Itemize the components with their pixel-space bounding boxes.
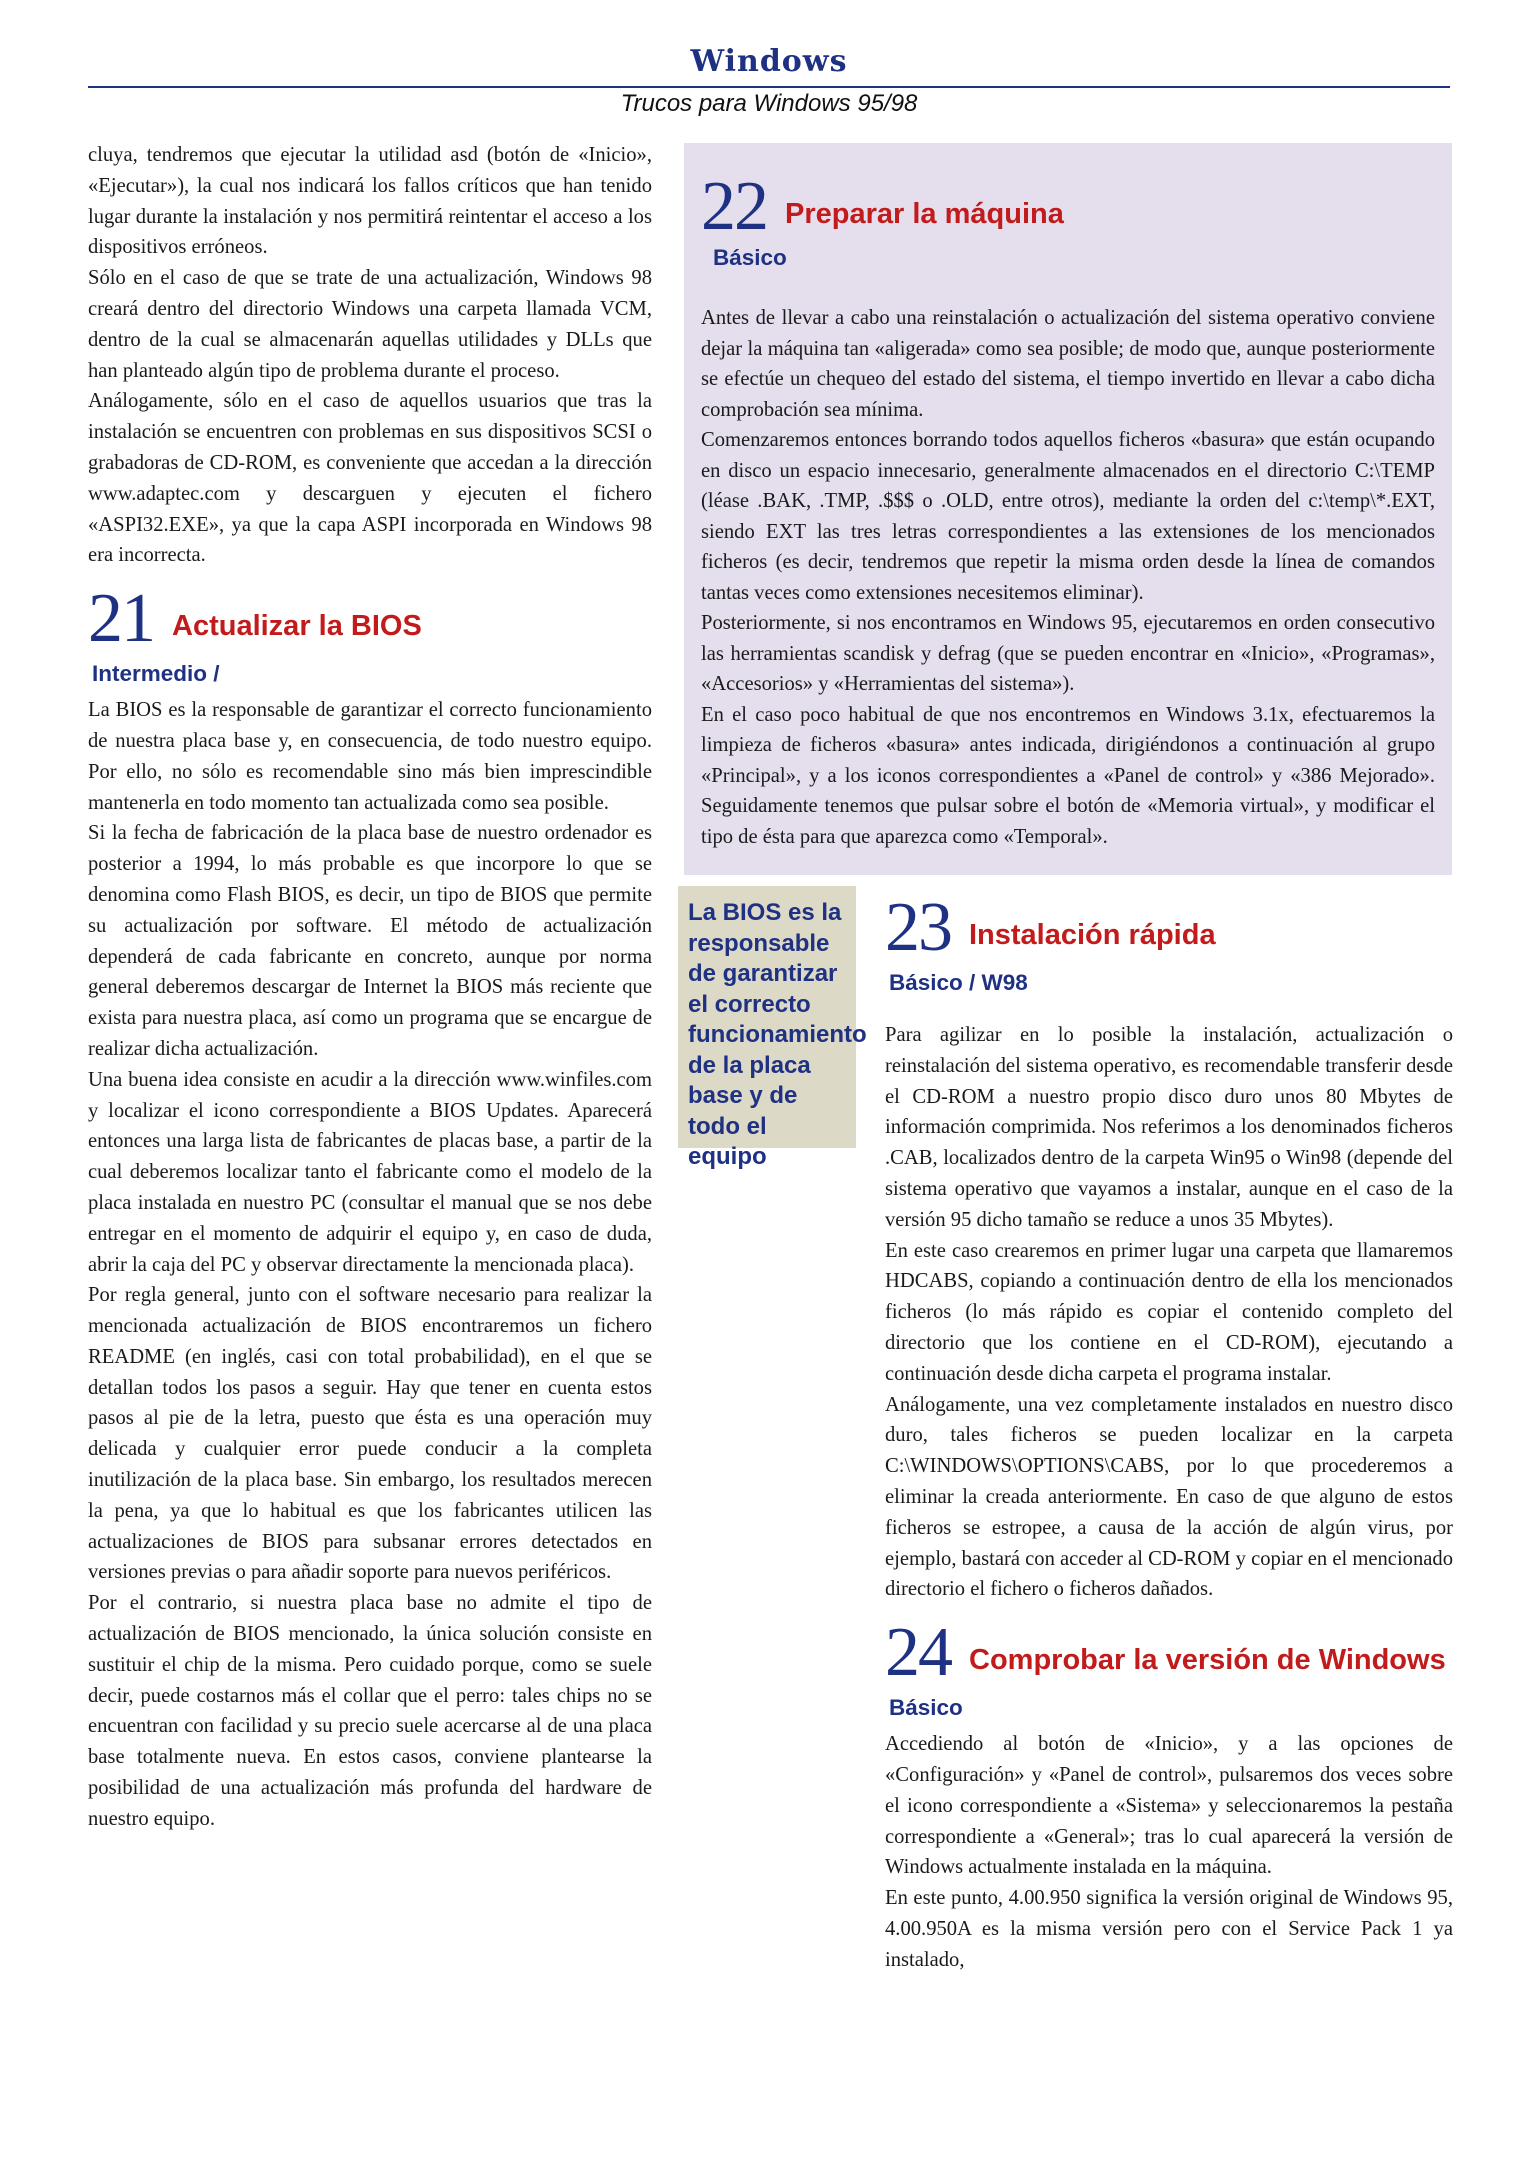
- tip-title: Actualizar la BIOS: [172, 610, 422, 643]
- body-paragraph: Posteriormente, si nos encontramos en Windows 95, ejecutaremos en orden consecutivo las herramientas scandisk y defrag (que se pueden encontrar en «Inicio», «Programas», «Accesorios» y «Herramientas del sistema»).: [701, 612, 1435, 695]
- body-paragraph: La BIOS es la responsable de garantizar el correcto funcionamiento de nuestra placa base y, en consecuencia, de todo nuestro equipo. Por ello, no sólo es recomendable sino más bien imprescindible mantenerla en todo momento tan actualizada como sea posible.: [88, 699, 652, 814]
- section-subtitle: Trucos para Windows 95/98: [620, 90, 918, 117]
- body-paragraph: En el caso poco habitual de que nos encontremos en Windows 3.1x, efectuaremos la limpieza de ficheros «basura» antes indicada, dirigiéndonos a continuación al grupo «Principal», y a los iconos correspondientes a «Panel de control» y «386 Mejorado». Seguidamente tenemos que pulsar sobre el botón de «Memoria virtual», y modificar el tipo de ésta para que aparezca como «Temporal».: [701, 703, 1435, 848]
- tip-title: Comprobar la versión de Windows: [969, 1644, 1446, 1677]
- tip-level: Básico / W98: [889, 970, 1028, 995]
- body-paragraph: Antes de llevar a cabo una reinstalación o actualización del sistema operativo conviene dejar la máquina tan «aligerada» como sea posible; de modo que, aunque posteriormente se efectúe un chequeo del estado del sistema, el tiempo invertido en llevar a cabo dicha comprobación sea mínima.: [701, 307, 1435, 421]
- tip-number: 22: [701, 168, 767, 245]
- body-paragraph: Análogamente, sólo en el caso de aquellos usuarios que tras la instalación se encuentren con problemas en sus dispositivos SCSI o grabadoras de CD-ROM, es conveniente que accedan a la dirección www.adaptec.com y descarguen y ejecuten el fichero «ASPI32.EXE», ya que la capa ASPI incorporada en Windows 98 era incorrecta.: [88, 390, 652, 567]
- tip-title: Preparar la máquina: [785, 198, 1064, 230]
- tip-number: 24: [885, 1614, 951, 1692]
- tip-number: 21: [88, 580, 154, 658]
- tip-level: Intermedio /: [92, 661, 220, 687]
- tip-heading: [885, 1605, 1453, 1692]
- tip-heading: [88, 571, 652, 658]
- tip-box: [684, 143, 1452, 875]
- left-column: [88, 140, 652, 1835]
- body-paragraph: Para agilizar en lo posible la instalación, actualización o reinstalación del sistema operativo, es recomendable transferir desde el CD-ROM a nuestro propio disco duro unos 80 Mbytes de información comprimida. Nos referimos a los denominados ficheros .CAB, localizados dentro de la carpeta Win95 o Win98 (depende del sistema operativo que vayamos a instalar, aunque en el caso de la versión 95 dicho tamaño se reduce a unos 35 Mbytes).: [885, 1024, 1453, 1231]
- body-paragraph: Comenzaremos entonces borrando todos aquellos ficheros «basura» que están ocupando en disco un espacio innecesario, generalmente almacenados en el directorio C:\TEMP (léase .BAK, .TMP, .$$$ o .OLD, entre otros), mediante la orden del c:\temp\*.EXT, siendo EXT las tres letras correspondientes a las extensiones de los mencionados ficheros (es decir, tendremos que repetir la misma orden desde la línea de comandos tantas veces como extensiones necesitemos eliminar).: [701, 429, 1435, 604]
- body-paragraph: En este punto, 4.00.950 significa la versión original de Windows 95, 4.00.950A es la misma versión pero con el Service Pack 1 ya instalado,: [885, 1887, 1453, 1971]
- body-paragraph: Sólo en el caso de que se trate de una actualización, Windows 98 creará dentro del directorio Windows una carpeta llamada VCM, dentro de la cual se almacenarán aquellas utilidades y DLLs que han planteado algún tipo de problema durante el proceso.: [88, 267, 652, 382]
- tip-level: Básico: [889, 1695, 963, 1721]
- tip-level: Básico: [713, 245, 787, 270]
- tip-number: 23: [885, 889, 951, 966]
- tip-heading: [885, 880, 1453, 966]
- body-paragraph: En este caso crearemos en primer lugar una carpeta que llamaremos HDCABS, copiando a continuación dentro de ella los mencionados ficheros (lo más rápido es copiar el contenido completo del directorio que los contiene en el CD-ROM), ejecutando a continuación desde dicha carpeta el programa instalar.: [885, 1239, 1453, 1385]
- tip-title: Instalación rápida: [969, 919, 1216, 951]
- page-header: [88, 40, 1450, 130]
- body-paragraph: Por el contrario, si nuestra placa base no admite el tipo de actualización de BIOS mencionado, la única solución consiste en sustituir el chip de la misma. Pero cuidado porque, como se suele decir, puede costarnos más el collar que el perro: tales chips no se encuentran con facilidad y su precio suele acercarse al de una placa base totalmente nueva. En estos casos, conviene plantearse la posibilidad de una actualización más profunda del hardware de nuestro equipo.: [88, 1592, 652, 1830]
- body-paragraph: Si la fecha de fabricación de la placa base de nuestro ordenador es posterior a 1994, lo más probable es que incorpore lo que se denomina como Flash BIOS, es decir, un tipo de BIOS que permite su actualización por software. El método de actualización dependerá de cada fabricante en concreto, aunque por norma general deberemos descargar de Internet la BIOS más reciente que exista para nuestra placa, así como un programa que se encargue de realizar dicha actualización.: [88, 822, 652, 1060]
- body-paragraph: cluya, tendremos que ejecutar la utilidad asd (botón de «Inicio», «Ejecutar»), la cual nos indicará los fallos críticos que han tenido lugar durante la instalación y nos permitirá reintentar el acceso a los dispositivos erróneos.: [88, 144, 652, 259]
- right-column: [885, 880, 1453, 1976]
- body-paragraph: Una buena idea consiste en acudir a la dirección www.winfiles.com y localizar el icono correspondiente a BIOS Updates. Aparecerá entonces una larga lista de fabricantes de placas base, a partir de la cual deberemos localizar tanto el fabricante como el modelo de la placa instalada en nuestro PC (consultar el manual que se nos debe entregar en el momento de adquirir el equipo y, en caso de duda, abrir la caja del PC y observar directamente la mencionada placa).: [88, 1068, 652, 1276]
- tip-heading: [701, 159, 1435, 245]
- header-divider: [88, 86, 1450, 88]
- section-title: Windows: [690, 44, 848, 79]
- body-paragraph: Análogamente, una vez completamente instalados en nuestro disco duro, tales ficheros se pueden localizar en la carpeta C:\WINDOWS\OPTIONS\CABS, por lo que procederemos a eliminar la creada anteriormente. En caso de que alguno de estos ficheros se estropee, a causa de la acción de algún virus, por ejemplo, bastará con acceder al CD-ROM y copiar en el mencionado directorio el fichero o ficheros dañados.: [885, 1393, 1453, 1601]
- body-paragraph: Accediendo al botón de «Inicio», y a las opciones de «Configuración» y «Panel de control», pulsaremos dos veces sobre el icono correspondiente a «Sistema» y seleccionaremos la pestaña correspondiente a «General»; tras lo cual aparecerá la versión de Windows actualmente instalada en la máquina.: [885, 1733, 1453, 1879]
- body-paragraph: Por regla general, junto con el software necesario para realizar la mencionada actualización de BIOS encontraremos un fichero README (en inglés, casi con total probabilidad), en el que se detallan todos los pasos a seguir. Hay que tener en cuenta estos pasos al pie de la letra, puesto que ésta es una operación muy delicada y cualquier error puede conducir a la completa inutilización de la placa base. Sin embargo, los resultados merecen la pena, ya que lo habitual es que los fabricantes utilicen las actualizaciones de BIOS para subsanar errores detectados en versiones previas o para añadir soporte para nuevos periféricos.: [88, 1284, 652, 1584]
- pull-quote: La BIOS es la responsable de garantizar el correcto funcionamiento de la placa base y de todo el equipo: [678, 886, 856, 1148]
